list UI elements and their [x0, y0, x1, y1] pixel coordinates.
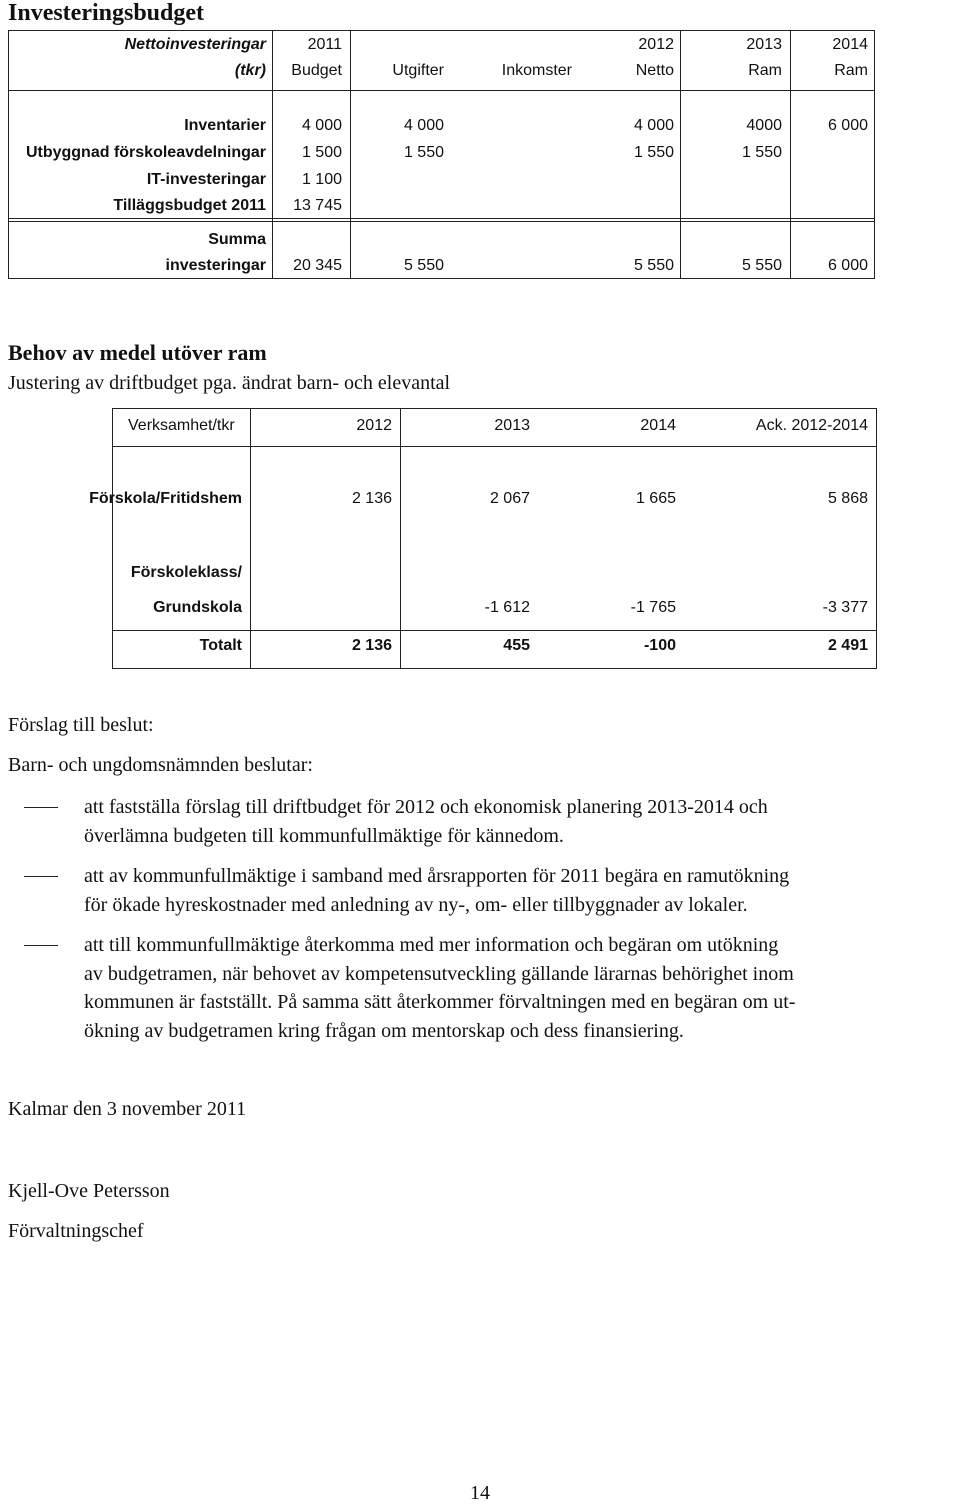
- col-sep: [250, 408, 251, 669]
- cell-budget: 1 500: [301, 144, 342, 161]
- section-subtitle: Justering av driftbudget pga. ändrat barn- och elevantal: [8, 372, 451, 394]
- header-2014: 2014: [832, 36, 868, 53]
- header-2014: 2014: [640, 417, 676, 434]
- sum-label: investeringar: [165, 257, 266, 274]
- row-label: Grundskola: [153, 599, 242, 616]
- table-border-left: [8, 30, 9, 279]
- header-unit: (tkr): [234, 62, 266, 79]
- sum-label: Summa: [208, 231, 266, 248]
- cell-ack: -3 377: [822, 599, 868, 616]
- sum-separator: [8, 218, 874, 219]
- table-border-right: [874, 30, 875, 279]
- row-label: Förskola/Fritidshem: [89, 490, 242, 507]
- header-netto: Netto: [635, 62, 674, 79]
- header-separator: [8, 90, 874, 91]
- proposal-heading: Förslag till beslut:: [8, 714, 154, 736]
- total-separator: [112, 630, 877, 631]
- list-item: [84, 862, 960, 919]
- header-2012: 2012: [356, 417, 392, 434]
- row-label: Inventarier: [184, 117, 266, 134]
- cell-budget: 4 000: [301, 117, 342, 134]
- header-2013: 2013: [494, 417, 530, 434]
- row-label: Förskoleklass/: [130, 564, 242, 581]
- header-ack: Ack. 2012-2014: [755, 417, 868, 434]
- col-sep: [400, 408, 401, 669]
- table-border-bottom: [112, 668, 877, 669]
- signatory-role: Förvaltningschef: [8, 1220, 144, 1242]
- cell-budget: 13 745: [293, 197, 342, 214]
- total-2014: -100: [643, 637, 676, 654]
- dash-bullet: [24, 876, 58, 877]
- place-date: Kalmar den 3 november 2011: [8, 1098, 247, 1120]
- cell-2013: -1 612: [484, 599, 530, 616]
- list-item-line: ökning av budgetramen kring frågan om mentorskap och dess finansiering.: [84, 1019, 684, 1042]
- sum-netto: 5 550: [633, 257, 674, 274]
- cell-utgifter: 4 000: [403, 117, 444, 134]
- cell-2014: -1 765: [630, 599, 676, 616]
- list-item-line: att till kommunfullmäktige återkomma med mer information och begäran om utökning: [84, 934, 779, 956]
- dash-bullet: [24, 945, 58, 946]
- dash-bullet: [24, 807, 58, 808]
- header-label: Nettoinvesteringar: [124, 36, 266, 53]
- sum-utgifter: 5 550: [403, 257, 444, 274]
- sum-budget: 20 345: [293, 257, 342, 274]
- header-ram-2014: Ram: [834, 62, 868, 79]
- cell-netto: 1 550: [633, 144, 674, 161]
- sum-ram2014: 6 000: [827, 257, 868, 274]
- col-sep: [350, 30, 351, 279]
- total-label: Totalt: [199, 637, 242, 654]
- section-heading: Behov av medel utöver ram: [8, 340, 267, 365]
- cell-2012: 2 136: [351, 490, 392, 507]
- header-verksamhet: Verksamhet/tkr: [128, 417, 235, 434]
- header-inkomster: Inkomster: [501, 62, 572, 79]
- list-item: [84, 931, 960, 1045]
- header-utgifter: Utgifter: [392, 62, 444, 79]
- list-item-line: överlämna budgeten till kommunfullmäktige för kännedom.: [84, 824, 564, 847]
- cell-ram2014: 6 000: [827, 117, 868, 134]
- cell-ram2013: 1 550: [741, 144, 782, 161]
- page-number: 14: [470, 1482, 490, 1504]
- header-budget: Budget: [291, 62, 342, 79]
- cell-2014: 1 665: [635, 490, 676, 507]
- header-ram-2013: Ram: [748, 62, 782, 79]
- cell-ack: 5 868: [827, 490, 868, 507]
- header-2011: 2011: [307, 36, 342, 53]
- total-ack: 2 491: [827, 637, 868, 654]
- header-2013: 2013: [746, 36, 782, 53]
- list-item-line: för ökade hyreskostnader med anledning av ny-, om- eller tillbyggnader av lokaler.: [84, 893, 748, 916]
- list-item: [84, 793, 960, 850]
- table-border-bottom: [8, 278, 874, 279]
- list-item-line: av budgetramen, när behovet av kompetensutveckling gällande lärarnas behörighet inom: [84, 962, 794, 985]
- table-border-top: [112, 408, 877, 409]
- sum-ram2013: 5 550: [741, 257, 782, 274]
- row-label: IT-investeringar: [146, 171, 266, 188]
- list-item-line: att fastställa förslag till driftbudget för 2012 och ekonomisk planering 2013-2014 och: [84, 796, 768, 818]
- list-item-line: kommunen är fastställt. På samma sätt återkommer förvaltningen med en begäran om ut-: [84, 991, 796, 1013]
- list-item-line: att av kommunfullmäktige i samband med årsrapporten för 2011 begära en ramutökning: [84, 865, 790, 887]
- cell-2013: 2 067: [489, 490, 530, 507]
- header-separator: [112, 446, 877, 447]
- cell-utgifter: 1 550: [403, 144, 444, 161]
- header-2012: 2012: [638, 36, 674, 53]
- table-border-top: [8, 30, 874, 31]
- total-2013: 455: [503, 637, 530, 654]
- signatory-name: Kjell-Ove Petersson: [8, 1180, 170, 1202]
- col-sep: [790, 30, 791, 279]
- col-sep: [272, 30, 273, 279]
- row-label: Utbyggnad förskoleavdelningar: [25, 144, 266, 161]
- proposal-intro: Barn- och ungdomsnämnden beslutar:: [8, 754, 313, 776]
- page-title: Investeringsbudget: [8, 0, 205, 26]
- row-label: Tilläggsbudget 2011: [113, 197, 266, 214]
- cell-netto: 4 000: [633, 117, 674, 134]
- sum-separator: [8, 221, 874, 222]
- col-sep: [680, 30, 681, 279]
- total-2012: 2 136: [351, 637, 392, 654]
- cell-budget: 1 100: [301, 171, 342, 188]
- cell-ram2013: 4000: [746, 117, 782, 134]
